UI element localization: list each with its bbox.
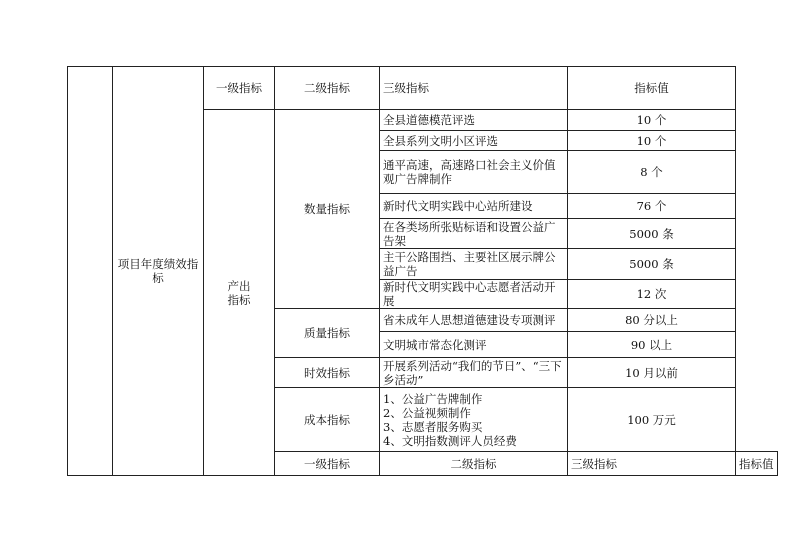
- cost-items-text: 1、公益广告牌制作 2、公益视频制作 3、志愿者服务购买 4、文明指数测评人员经费: [383, 391, 517, 448]
- indicator-name: [380, 388, 568, 452]
- indicator-name: 新时代文明实践中心志愿者活动开展: [380, 280, 568, 309]
- table-header-row: [68, 67, 778, 110]
- indicator-value: 8 个: [568, 151, 736, 194]
- indicator-name: 新时代文明实践中心站所建设: [380, 194, 568, 219]
- footer-header-level1: 一级指标: [275, 452, 380, 476]
- header-level1: 一级指标: [204, 67, 275, 110]
- indicator-value: 100 万元: [568, 388, 736, 452]
- project-annual-performance-label: [113, 67, 204, 476]
- indicator-name: 在各类场所张贴标语和设置公益广告架: [380, 219, 568, 249]
- performance-indicator-table: [67, 66, 778, 476]
- indicator-value: 5000 条: [568, 249, 736, 280]
- footer-header-value: 指标值: [736, 452, 778, 476]
- footer-header-level2: 二级指标: [380, 452, 568, 476]
- indicator-value: 10 个: [568, 110, 736, 131]
- indicator-value: 12 次: [568, 280, 736, 309]
- quality-indicator-label: 质量指标: [275, 309, 380, 358]
- indicator-name: 全县道德模范评选: [380, 110, 568, 131]
- indicator-value: 80 分以上: [568, 309, 736, 332]
- header-level2: 二级指标: [275, 67, 380, 110]
- indicator-name: 通平高速，高速路口社会主义价值观广告牌制作: [380, 151, 568, 194]
- indicator-value: 10 月以前: [568, 358, 736, 388]
- indicator-value: 90 以上: [568, 332, 736, 358]
- indicator-name: 开展系列活动“我们的节日”、“三下乡活动”: [380, 358, 568, 388]
- header-value: 指标值: [568, 67, 736, 110]
- cost-indicator-label: 成本指标: [275, 388, 380, 452]
- indicator-value: 10 个: [568, 131, 736, 151]
- quantity-indicator-label: 数量指标: [275, 110, 380, 309]
- level1-output-cell: [204, 110, 275, 476]
- project-annual-performance-text: 项目年度绩效指标: [117, 257, 199, 285]
- indicator-name: 文明城市常态化测评: [380, 332, 568, 358]
- footer-header-level3: 三级指标: [568, 452, 736, 476]
- header-level3: 三级指标: [380, 67, 568, 110]
- indicator-value: 5000 条: [568, 219, 736, 249]
- indicator-value: 76 个: [568, 194, 736, 219]
- left-blank-cell: [68, 67, 113, 476]
- indicator-name: 主干公路围挡、主要社区展示牌公益广告: [380, 249, 568, 280]
- level1-output-text: 产出 指标: [227, 278, 251, 307]
- timeliness-indicator-label: 时效指标: [275, 358, 380, 388]
- indicator-name: 全县系列文明小区评选: [380, 131, 568, 151]
- indicator-name: 省未成年人思想道德建设专项测评: [380, 309, 568, 332]
